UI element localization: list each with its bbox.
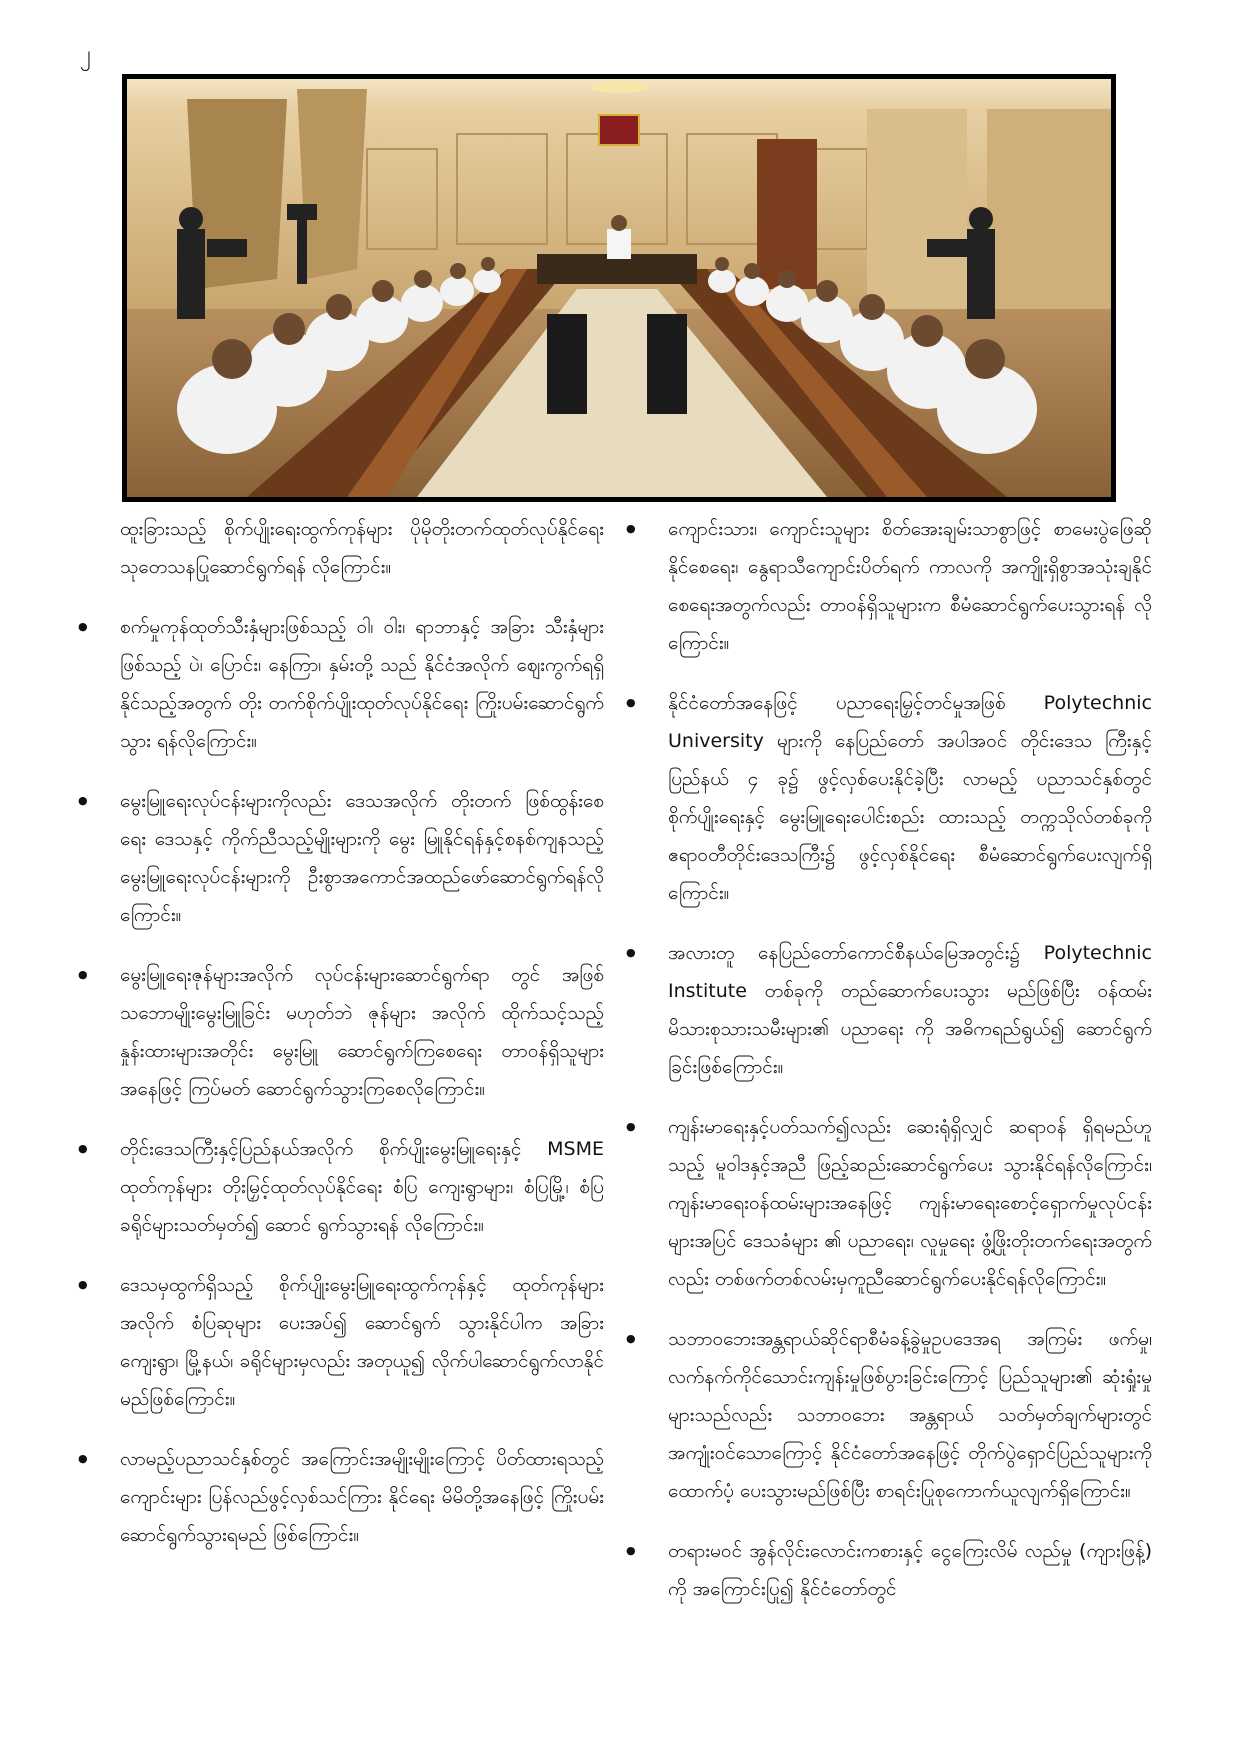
- bullet-item: ● တိုင်းဒေသကြီးနှင့်ပြည်နယ်အလိုက် စိုက်ပျိုးမွေးမြူရေးနှင့် MSME ထုတ်ကုန်များ တိုးမြှင့်ထုတ်လုပ်နိုင်ရေး စံပြ ကျေးရွာများ၊ စံပြမြို့၊ စံပြခရိုင်များသတ်မှတ်၍ ဆောင် ရွက်သွားရန် လိုကြောင်း။: [120, 1130, 604, 1244]
- bullet-item: ● သဘာဝဘေးအန္တရာယ်ဆိုင်ရာစီမံခန့်ခွဲမှုဥပဒေအရ အကြမ်း ဖက်မှု၊ လက်နက်ကိုင်သောင်းကျန်းမှုဖြစ်ပွားခြင်းကြောင့် ပြည်သူများ၏ ဆုံးရှုံးမှုများသည်လည်း သဘာဝဘေး အန္တရာယ် သတ်မှတ်ချက်များတွင် အကျုံးဝင်သောကြောင့် နိုင်ငံတော်အနေဖြင့် တိုက်ပွဲရှောင်ပြည်သူများကို ထောက်ပံ့ ပေးသွားမည်ဖြစ်ပြီး စာရင်းပြုစုကောက်ယူလျက်ရှိကြောင်း။: [668, 1320, 1152, 1510]
- bullet-item: ● ကျောင်းသား၊ ကျောင်းသူများ စိတ်အေးချမ်းသာစွာဖြင့် စာမေးပွဲဖြေဆိုနိုင်စေရေး၊ နွေရာသီကျောင်းပိတ်ရက် ကာလကို အကျိုးရှိစွာအသုံးချနိုင်စေရေးအတွက်လည်း တာဝန်ရှိသူများက စီမံဆောင်ရွက်ပေးသွားရန် လိုကြောင်း။: [668, 510, 1152, 662]
- bullet-item: ● ကျန်းမာရေးနှင့်ပတ်သက်၍လည်း ဆေးရုံရှိလျှင် ဆရာဝန် ရှိရမည်ဟူသည့် မူဝါဒနှင့်အညီ ဖြည့်ဆည်းဆောင်ရွက်ပေး သွားနိုင်ရန်လိုကြောင်း၊ ကျန်းမာရေးဝန်ထမ်းများအနေဖြင့် ကျန်းမာရေးစောင့်ရှောက်မှုလုပ်ငန်းများအပြင် ဒေသခံများ ၏ ပညာရေး၊ လူမှုရေး ဖွံ့ဖြိုးတိုးတက်ရေးအတွက်လည်း တစ်ဖက်တစ်လမ်းမှကူညီဆောင်ရွက်ပေးနိုင်ရန်လိုကြောင်း။: [668, 1108, 1152, 1298]
- continued-paragraph: ထူးခြားသည့် စိုက်ပျိုးရေးထွက်ကုန်များ ပိုမိုတိုးတက်ထုတ်လုပ်နိုင်ရေးသုတေသနပြုဆောင်ရွက်ရန် လိုကြောင်း။: [120, 518, 604, 578]
- bullet-item: ● လာမည့်ပညာသင်နှစ်တွင် အကြောင်းအမျိုးမျိုးကြောင့် ပိတ်ထားရသည့်ကျောင်းများ ပြန်လည်ဖွင့်လှစ်သင်ကြား နိုင်ရေး မိမိတို့အနေဖြင့် ကြိုးပမ်းဆောင်ရွက်သွားရမည် ဖြစ်ကြောင်း။: [120, 1440, 604, 1554]
- meeting-hall-illustration: [127, 79, 1111, 497]
- right-column: [668, 510, 1152, 1630]
- page-number: ၂: [80, 42, 91, 67]
- bullet-item: ● တရားမဝင် အွန်လိုင်းလောင်းကစားနှင့် ငွေကြေးလိမ် လည်မှု (ကျားဖြန့်) ကို အကြောင်းပြု၍ နိုင်ငံတော်တွင်: [668, 1532, 1152, 1608]
- bullet-item: ● အလားတူ နေပြည်တော်ကောင်စီနယ်မြေအတွင်း၌ Polytechnic Institute တစ်ခုကို တည်ဆောက်ပေးသွား မည်ဖြစ်ပြီး ဝန်ထမ်းမိသားစုသားသမီးများ၏ ပညာရေး ကို အဓိကရည်ရွယ်၍ ဆောင်ရွက်ခြင်းဖြစ်ကြောင်း။: [668, 934, 1152, 1086]
- bullet-item: ● မွေးမြူရေးဇုန်များအလိုက် လုပ်ငန်းများဆောင်ရွက်ရာ တွင် အဖြစ်သဘောမျိုးမွေးမြူခြင်း မဟုတ်ဘဲ ဇုန်များ အလိုက် ထိုက်သင့်သည့်နှုန်းထားများအတိုင်း မွေးမြူ ဆောင်ရွက်ကြစေရေး တာဝန်ရှိသူများအနေဖြင့် ကြပ်မတ် ဆောင်ရွက်သွားကြစေလိုကြောင်း။: [120, 956, 604, 1108]
- bullet-item: ● စက်မှုကုန်ထုတ်သီးနှံများဖြစ်သည့် ဝါ၊ ဝါး၊ ရာဘာနှင့် အခြား သီးနှံများဖြစ်သည့် ပဲ၊ ပြောင်း၊ နေကြာ၊ နှမ်းတို့ သည် နိုင်ငံအလိုက် ဈေးကွက်ရရှိနိုင်သည့်အတွက် တိုး တက်စိုက်ပျိုးထုတ်လုပ်နိုင်ရေး ကြိုးပမ်းဆောင်ရွက်သွား ရန်လိုကြောင်း။: [120, 608, 604, 760]
- bullet-item: ● နိုင်ငံတော်အနေဖြင့် ပညာရေးမြှင့်တင်မှုအဖြစ် Polytechnic University များကို နေပြည်တော် အပါအဝင် တိုင်းဒေသ ကြီးနှင့် ပြည်နယ် ၄ ခု၌ ဖွင့်လှစ်ပေးနိုင်ခဲ့ပြီး လာမည့် ပညာသင်နှစ်တွင် စိုက်ပျိုးရေးနှင့် မွေးမြူရေးပေါင်းစည်း ထားသည့် တက္ကသိုလ်တစ်ခုကို ဧရာဝတီတိုင်းဒေသကြီး၌ ဖွင့်လှစ်နိုင်ရေး စီမံဆောင်ရွက်ပေးလျက်ရှိကြောင်း။: [668, 684, 1152, 912]
- bullet-item: ● မွေးမြူရေးလုပ်ငန်းများကိုလည်း ဒေသအလိုက် တိုးတက် ဖြစ်ထွန်းစေရေး ဒေသနှင့် ကိုက်ညီသည့်မျိုးများကို မွေး မြူနိုင်ရန်နှင့်စနစ်ကျနသည့် မွေးမြူရေးလုပ်ငန်းများကို ဦးစွာအကောင်အထည်ဖော်ဆောင်ရွက်ရန်လိုကြောင်း။: [120, 782, 604, 934]
- bullet-item: ● ဒေသမှထွက်ရှိသည့် စိုက်ပျိုးမွေးမြူရေးထွက်ကုန်နှင့် ထုတ်ကုန်များအလိုက် စံပြဆုများ ပေးအပ်၍ ဆောင်ရွက် သွားနိုင်ပါက အခြားကျေးရွာ၊ မြို့နယ်၊ ခရိုင်များမှလည်း အတုယူ၍ လိုက်ပါဆောင်ရွက်လာနိုင်မည်ဖြစ်ကြောင်း။: [120, 1266, 604, 1418]
- meeting-hall-photo: [122, 74, 1116, 502]
- left-column: [120, 510, 604, 1576]
